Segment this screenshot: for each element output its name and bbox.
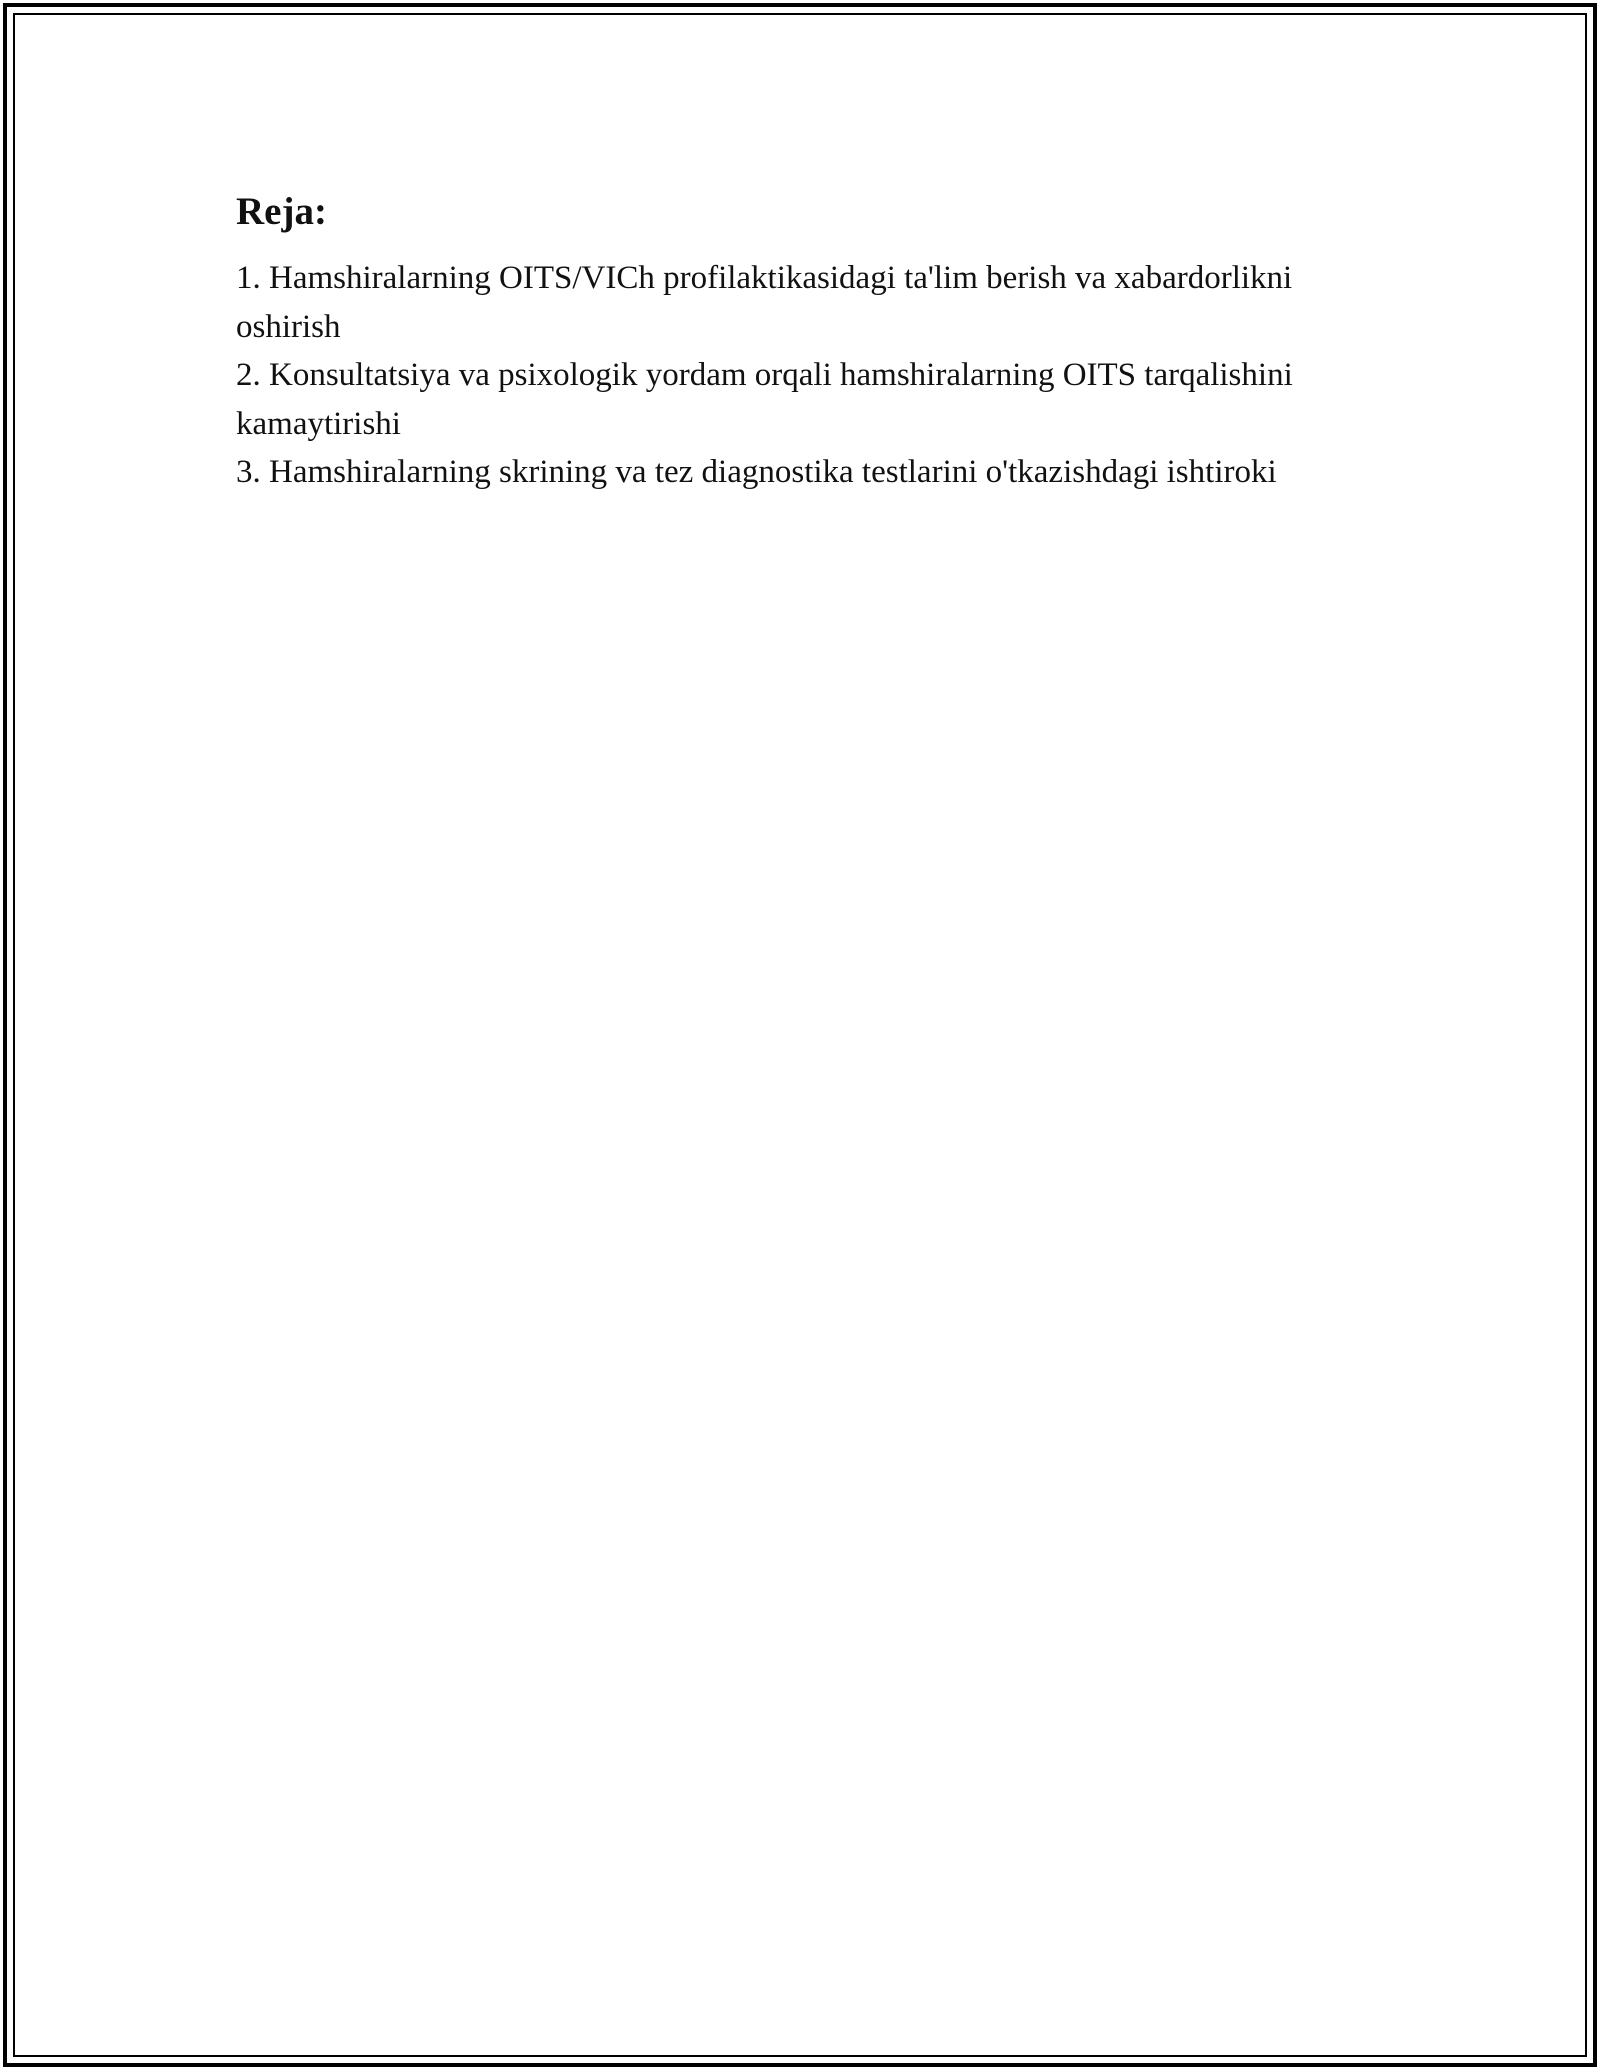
plan-item-2: 2. Konsultatsiya va psixologik yordam orqali hamshiralarning OITS tarqalishini kamaytirishi: [236, 357, 1293, 442]
plan-item-1: 1. Hamshiralarning OITS/VICh profilaktikasidagi ta'lim berish va xabardorlikni oshirish: [236, 260, 1293, 345]
plan-list: [236, 254, 1346, 497]
plan-heading: Reja:: [236, 190, 327, 233]
document-content: [236, 186, 1346, 497]
plan-item-3: 3. Hamshiralarning skrining va tez diagnostika testlarini o'tkazishdagi ishtiroki: [236, 454, 1277, 490]
